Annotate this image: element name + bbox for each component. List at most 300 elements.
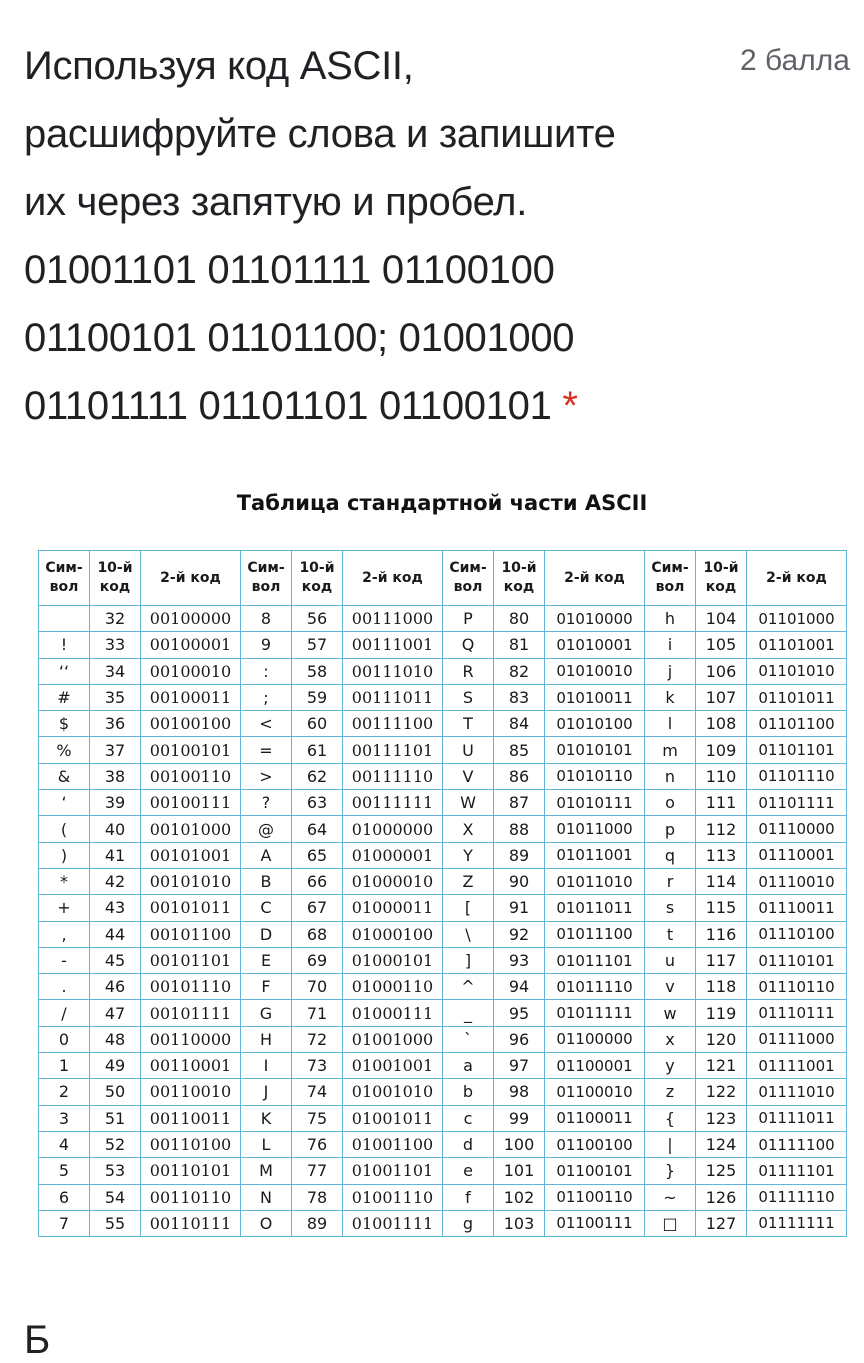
symbol-cell: 9 xyxy=(241,632,292,658)
symbol-cell: ‘‘ xyxy=(39,658,90,684)
decimal-cell: 88 xyxy=(494,816,545,842)
symbol-cell: a xyxy=(443,1053,494,1079)
symbol-cell: ! xyxy=(39,632,90,658)
decimal-cell: 40 xyxy=(90,816,141,842)
symbol-cell: b xyxy=(443,1079,494,1105)
symbol-cell: T xyxy=(443,711,494,737)
symbol-cell: C xyxy=(241,895,292,921)
binary-cell: 01000100 xyxy=(343,921,443,947)
decimal-cell: 45 xyxy=(90,947,141,973)
decimal-cell: 119 xyxy=(696,1000,747,1026)
symbol-cell: A xyxy=(241,842,292,868)
symbol-cell: & xyxy=(39,763,90,789)
binary-cell: 01010001 xyxy=(545,632,645,658)
binary-cell: 01100001 xyxy=(545,1053,645,1079)
decimal-cell: 95 xyxy=(494,1000,545,1026)
symbol-cell: g xyxy=(443,1210,494,1236)
binary-cell: 01010100 xyxy=(545,711,645,737)
decimal-cell: 62 xyxy=(292,763,343,789)
decimal-cell: 114 xyxy=(696,868,747,894)
symbol-cell: @ xyxy=(241,816,292,842)
symbol-cell: 6 xyxy=(39,1184,90,1210)
decimal-cell: 126 xyxy=(696,1184,747,1210)
decimal-cell: 108 xyxy=(696,711,747,737)
binary-cell: 01110011 xyxy=(747,895,847,921)
decimal-cell: 50 xyxy=(90,1079,141,1105)
decimal-cell: 112 xyxy=(696,816,747,842)
decimal-cell: 72 xyxy=(292,1026,343,1052)
symbol-cell: d xyxy=(443,1131,494,1157)
symbol-cell: ^ xyxy=(443,974,494,1000)
symbol-cell: | xyxy=(645,1131,696,1157)
decimal-cell: 103 xyxy=(494,1210,545,1236)
decimal-cell: 70 xyxy=(292,974,343,1000)
table-row xyxy=(39,711,847,737)
decimal-cell: 42 xyxy=(90,868,141,894)
symbol-cell: * xyxy=(39,868,90,894)
binary-cell: 00101010 xyxy=(141,868,241,894)
binary-cell: 01100010 xyxy=(545,1079,645,1105)
binary-cell: 01101011 xyxy=(747,684,847,710)
decimal-cell: 78 xyxy=(292,1184,343,1210)
points-label: 2 балла xyxy=(740,44,850,77)
table-row xyxy=(39,1053,847,1079)
binary-cell: 00100011 xyxy=(141,684,241,710)
symbol-cell: Q xyxy=(443,632,494,658)
decimal-cell: 43 xyxy=(90,895,141,921)
symbol-cell: S xyxy=(443,684,494,710)
symbol-cell: 1 xyxy=(39,1053,90,1079)
symbol-cell: h xyxy=(645,606,696,632)
decimal-cell: 107 xyxy=(696,684,747,710)
symbol-cell: Z xyxy=(443,868,494,894)
table-row xyxy=(39,921,847,947)
symbol-cell: x xyxy=(645,1026,696,1052)
decimal-cell: 111 xyxy=(696,790,747,816)
decimal-cell: 37 xyxy=(90,737,141,763)
decimal-cell: 61 xyxy=(292,737,343,763)
decimal-cell: 104 xyxy=(696,606,747,632)
binary-cell: 01000010 xyxy=(343,868,443,894)
binary-cell: 01011100 xyxy=(545,921,645,947)
decimal-cell: 118 xyxy=(696,974,747,1000)
decimal-cell: 52 xyxy=(90,1131,141,1157)
decimal-cell: 101 xyxy=(494,1158,545,1184)
binary-cell: 00100111 xyxy=(141,790,241,816)
decimal-cell: 57 xyxy=(292,632,343,658)
binary-cell: 01101100 xyxy=(747,711,847,737)
header-symbol: Сим- вол xyxy=(645,551,696,606)
decimal-cell: 110 xyxy=(696,763,747,789)
symbol-cell: W xyxy=(443,790,494,816)
binary-cell: 01011011 xyxy=(545,895,645,921)
symbol-cell: { xyxy=(645,1105,696,1131)
binary-cell: 01000000 xyxy=(343,816,443,842)
symbol-cell: 2 xyxy=(39,1079,90,1105)
symbol-cell: B xyxy=(241,868,292,894)
decimal-cell: 82 xyxy=(494,658,545,684)
symbol-cell: j xyxy=(645,658,696,684)
symbol-cell: v xyxy=(645,974,696,1000)
decimal-cell: 63 xyxy=(292,790,343,816)
decimal-cell: 71 xyxy=(292,1000,343,1026)
binary-cell: 00110001 xyxy=(141,1053,241,1079)
decimal-cell: 113 xyxy=(696,842,747,868)
binary-cell: 01111000 xyxy=(747,1026,847,1052)
symbol-cell: V xyxy=(443,763,494,789)
decimal-cell: 41 xyxy=(90,842,141,868)
symbol-cell: < xyxy=(241,711,292,737)
decimal-cell: 73 xyxy=(292,1053,343,1079)
decimal-cell: 58 xyxy=(292,658,343,684)
symbol-cell: n xyxy=(645,763,696,789)
binary-cell: 00110010 xyxy=(141,1079,241,1105)
binary-cell: 00111011 xyxy=(343,684,443,710)
symbol-cell: t xyxy=(645,921,696,947)
decimal-cell: 89 xyxy=(494,842,545,868)
symbol-cell: ` xyxy=(443,1026,494,1052)
decimal-cell: 116 xyxy=(696,921,747,947)
decimal-cell: 77 xyxy=(292,1158,343,1184)
binary-cell: 00111001 xyxy=(343,632,443,658)
binary-cell: 01111110 xyxy=(747,1184,847,1210)
decimal-cell: 98 xyxy=(494,1079,545,1105)
binary-cell: 01001110 xyxy=(343,1184,443,1210)
binary-cell: 00101001 xyxy=(141,842,241,868)
binary-cell: 01011110 xyxy=(545,974,645,1000)
symbol-cell: F xyxy=(241,974,292,1000)
decimal-cell: 81 xyxy=(494,632,545,658)
binary-cell: 00101110 xyxy=(141,974,241,1000)
table-row xyxy=(39,606,847,632)
symbol-cell: Y xyxy=(443,842,494,868)
binary-cell: 01000001 xyxy=(343,842,443,868)
symbol-cell: k xyxy=(645,684,696,710)
table-row xyxy=(39,1026,847,1052)
decimal-cell: 92 xyxy=(494,921,545,947)
binary-cell: 00111110 xyxy=(343,763,443,789)
decimal-cell: 56 xyxy=(292,606,343,632)
symbol-cell: X xyxy=(443,816,494,842)
question-text xyxy=(24,32,704,440)
binary-cell: 00111111 xyxy=(343,790,443,816)
symbol-cell: = xyxy=(241,737,292,763)
symbol-cell: N xyxy=(241,1184,292,1210)
symbol-cell: P xyxy=(443,606,494,632)
symbol-cell: 5 xyxy=(39,1158,90,1184)
binary-cell: 01000110 xyxy=(343,974,443,1000)
decimal-cell: 64 xyxy=(292,816,343,842)
table-row xyxy=(39,842,847,868)
binary-cell: 01110110 xyxy=(747,974,847,1000)
binary-cell: 01101110 xyxy=(747,763,847,789)
symbol-cell: # xyxy=(39,684,90,710)
decimal-cell: 122 xyxy=(696,1079,747,1105)
binary-cell: 00101100 xyxy=(141,921,241,947)
binary-cell: 01101111 xyxy=(747,790,847,816)
decimal-cell: 86 xyxy=(494,763,545,789)
symbol-cell: ~ xyxy=(645,1184,696,1210)
question-line: Используя код ASCII, xyxy=(24,44,414,88)
symbol-cell: m xyxy=(645,737,696,763)
table-row xyxy=(39,816,847,842)
decimal-cell: 84 xyxy=(494,711,545,737)
binary-cell: 01001001 xyxy=(343,1053,443,1079)
binary-cell: 01100000 xyxy=(545,1026,645,1052)
question-line-last xyxy=(24,372,704,440)
binary-cell: 01110111 xyxy=(747,1000,847,1026)
binary-cell: 00100101 xyxy=(141,737,241,763)
decimal-cell: 123 xyxy=(696,1105,747,1131)
symbol-cell: , xyxy=(39,921,90,947)
next-question-text: Б xyxy=(24,1318,51,1362)
decimal-cell: 90 xyxy=(494,868,545,894)
symbol-cell: M xyxy=(241,1158,292,1184)
symbol-cell: ) xyxy=(39,842,90,868)
symbol-cell: H xyxy=(241,1026,292,1052)
symbol-cell: 0 xyxy=(39,1026,90,1052)
symbol-cell: L xyxy=(241,1131,292,1157)
question-line: их через запятую и пробел. xyxy=(24,180,528,224)
binary-cell: 00100010 xyxy=(141,658,241,684)
symbol-cell: 3 xyxy=(39,1105,90,1131)
binary-cell: 00110110 xyxy=(141,1184,241,1210)
decimal-cell: 46 xyxy=(90,974,141,1000)
table-row xyxy=(39,868,847,894)
table-row xyxy=(39,1079,847,1105)
question-line: 01001101 01101111 01100100 xyxy=(24,248,555,292)
decimal-cell: 32 xyxy=(90,606,141,632)
binary-cell: 00100001 xyxy=(141,632,241,658)
binary-cell: 01000011 xyxy=(343,895,443,921)
binary-cell: 00111000 xyxy=(343,606,443,632)
symbol-cell: w xyxy=(645,1000,696,1026)
binary-cell: 01110001 xyxy=(747,842,847,868)
table-row xyxy=(39,974,847,1000)
table-row xyxy=(39,1210,847,1236)
table-row xyxy=(39,790,847,816)
binary-cell: 01011010 xyxy=(545,868,645,894)
required-asterisk: * xyxy=(562,384,578,428)
binary-cell: 01100101 xyxy=(545,1158,645,1184)
decimal-cell: 51 xyxy=(90,1105,141,1131)
decimal-cell: 80 xyxy=(494,606,545,632)
table-header-row xyxy=(39,551,847,606)
decimal-cell: 121 xyxy=(696,1053,747,1079)
binary-cell: 01110101 xyxy=(747,947,847,973)
decimal-cell: 59 xyxy=(292,684,343,710)
decimal-cell: 69 xyxy=(292,947,343,973)
decimal-cell: 35 xyxy=(90,684,141,710)
decimal-cell: 125 xyxy=(696,1158,747,1184)
symbol-cell: > xyxy=(241,763,292,789)
symbol-cell: G xyxy=(241,1000,292,1026)
symbol-cell: [ xyxy=(443,895,494,921)
symbol-cell: z xyxy=(645,1079,696,1105)
symbol-cell: . xyxy=(39,974,90,1000)
decimal-cell: 53 xyxy=(90,1158,141,1184)
symbol-cell: ] xyxy=(443,947,494,973)
decimal-cell: 91 xyxy=(494,895,545,921)
header-binary: 2-й код xyxy=(141,551,241,606)
header-decimal: 10-й код xyxy=(494,551,545,606)
symbol-cell: ; xyxy=(241,684,292,710)
table-row xyxy=(39,1184,847,1210)
binary-cell: 01011001 xyxy=(545,842,645,868)
binary-cell: 01010110 xyxy=(545,763,645,789)
symbol-cell: f xyxy=(443,1184,494,1210)
binary-cell: 01010111 xyxy=(545,790,645,816)
decimal-cell: 87 xyxy=(494,790,545,816)
decimal-cell: 97 xyxy=(494,1053,545,1079)
symbol-cell: $ xyxy=(39,711,90,737)
binary-cell: 01011101 xyxy=(545,947,645,973)
table-row xyxy=(39,1158,847,1184)
decimal-cell: 127 xyxy=(696,1210,747,1236)
ascii-table xyxy=(38,550,847,1237)
binary-cell: 00110100 xyxy=(141,1131,241,1157)
decimal-cell: 67 xyxy=(292,895,343,921)
binary-cell: 00111101 xyxy=(343,737,443,763)
symbol-cell: : xyxy=(241,658,292,684)
symbol-cell: □ xyxy=(645,1210,696,1236)
decimal-cell: 34 xyxy=(90,658,141,684)
table-row xyxy=(39,1105,847,1131)
header-symbol: Сим- вол xyxy=(443,551,494,606)
symbol-cell: s xyxy=(645,895,696,921)
binary-cell: 01100011 xyxy=(545,1105,645,1131)
binary-cell: 00101111 xyxy=(141,1000,241,1026)
decimal-cell: 96 xyxy=(494,1026,545,1052)
binary-cell: 00110011 xyxy=(141,1105,241,1131)
decimal-cell: 75 xyxy=(292,1105,343,1131)
binary-cell: 00111100 xyxy=(343,711,443,737)
binary-cell: 01010101 xyxy=(545,737,645,763)
question-line: 01100101 01101100; 01001000 xyxy=(24,316,575,360)
symbol-cell: \ xyxy=(443,921,494,947)
table-row xyxy=(39,684,847,710)
header-decimal: 10-й код xyxy=(696,551,747,606)
decimal-cell: 55 xyxy=(90,1210,141,1236)
decimal-cell: 94 xyxy=(494,974,545,1000)
decimal-cell: 54 xyxy=(90,1184,141,1210)
symbol-cell: ? xyxy=(241,790,292,816)
decimal-cell: 117 xyxy=(696,947,747,973)
symbol-cell: O xyxy=(241,1210,292,1236)
symbol-cell: 7 xyxy=(39,1210,90,1236)
binary-cell: 00101011 xyxy=(141,895,241,921)
decimal-cell: 36 xyxy=(90,711,141,737)
symbol-cell: l xyxy=(645,711,696,737)
symbol-cell: u xyxy=(645,947,696,973)
binary-cell: 01110010 xyxy=(747,868,847,894)
header-symbol: Сим- вол xyxy=(241,551,292,606)
decimal-cell: 39 xyxy=(90,790,141,816)
binary-cell: 00100100 xyxy=(141,711,241,737)
symbol-cell: R xyxy=(443,658,494,684)
decimal-cell: 93 xyxy=(494,947,545,973)
binary-cell: 01010000 xyxy=(545,606,645,632)
decimal-cell: 100 xyxy=(494,1131,545,1157)
table-row xyxy=(39,763,847,789)
decimal-cell: 33 xyxy=(90,632,141,658)
symbol-cell: r xyxy=(645,868,696,894)
binary-cell: 01100100 xyxy=(545,1131,645,1157)
question-line: 01101111 01101101 01100101 xyxy=(24,384,552,428)
header-decimal: 10-й код xyxy=(90,551,141,606)
binary-cell: 01001010 xyxy=(343,1079,443,1105)
binary-cell: 01111001 xyxy=(747,1053,847,1079)
table-row xyxy=(39,1131,847,1157)
symbol-cell: E xyxy=(241,947,292,973)
binary-cell: 01001100 xyxy=(343,1131,443,1157)
binary-cell: 01001101 xyxy=(343,1158,443,1184)
binary-cell: 00111010 xyxy=(343,658,443,684)
binary-cell: 00110000 xyxy=(141,1026,241,1052)
symbol-cell: D xyxy=(241,921,292,947)
symbol-cell: ( xyxy=(39,816,90,842)
binary-cell: 01101010 xyxy=(747,658,847,684)
table-row xyxy=(39,895,847,921)
symbol-cell: / xyxy=(39,1000,90,1026)
decimal-cell: 85 xyxy=(494,737,545,763)
symbol-cell: i xyxy=(645,632,696,658)
table-row xyxy=(39,658,847,684)
decimal-cell: 49 xyxy=(90,1053,141,1079)
symbol-cell: p xyxy=(645,816,696,842)
decimal-cell: 99 xyxy=(494,1105,545,1131)
symbol-cell: o xyxy=(645,790,696,816)
symbol-cell: ‘ xyxy=(39,790,90,816)
decimal-cell: 66 xyxy=(292,868,343,894)
binary-cell: 00100000 xyxy=(141,606,241,632)
symbol-cell: % xyxy=(39,737,90,763)
decimal-cell: 47 xyxy=(90,1000,141,1026)
header-decimal: 10-й код xyxy=(292,551,343,606)
header-binary: 2-й код xyxy=(343,551,443,606)
decimal-cell: 74 xyxy=(292,1079,343,1105)
table-row xyxy=(39,1000,847,1026)
binary-cell: 00101000 xyxy=(141,816,241,842)
binary-cell: 01111111 xyxy=(747,1210,847,1236)
binary-cell: 00100110 xyxy=(141,763,241,789)
binary-cell: 01000111 xyxy=(343,1000,443,1026)
decimal-cell: 83 xyxy=(494,684,545,710)
table-row xyxy=(39,737,847,763)
symbol-cell: _ xyxy=(443,1000,494,1026)
decimal-cell: 102 xyxy=(494,1184,545,1210)
binary-cell: 01011111 xyxy=(545,1000,645,1026)
binary-cell: 01100111 xyxy=(545,1210,645,1236)
binary-cell: 01000101 xyxy=(343,947,443,973)
decimal-cell: 105 xyxy=(696,632,747,658)
symbol-cell xyxy=(39,606,90,632)
decimal-cell: 109 xyxy=(696,737,747,763)
decimal-cell: 60 xyxy=(292,711,343,737)
symbol-cell: 8 xyxy=(241,606,292,632)
decimal-cell: 89 xyxy=(292,1210,343,1236)
decimal-cell: 65 xyxy=(292,842,343,868)
binary-cell: 01101101 xyxy=(747,737,847,763)
symbol-cell: U xyxy=(443,737,494,763)
decimal-cell: 106 xyxy=(696,658,747,684)
binary-cell: 01110100 xyxy=(747,921,847,947)
binary-cell: 01010011 xyxy=(545,684,645,710)
binary-cell: 01111101 xyxy=(747,1158,847,1184)
binary-cell: 00101101 xyxy=(141,947,241,973)
decimal-cell: 48 xyxy=(90,1026,141,1052)
binary-cell: 01101000 xyxy=(747,606,847,632)
